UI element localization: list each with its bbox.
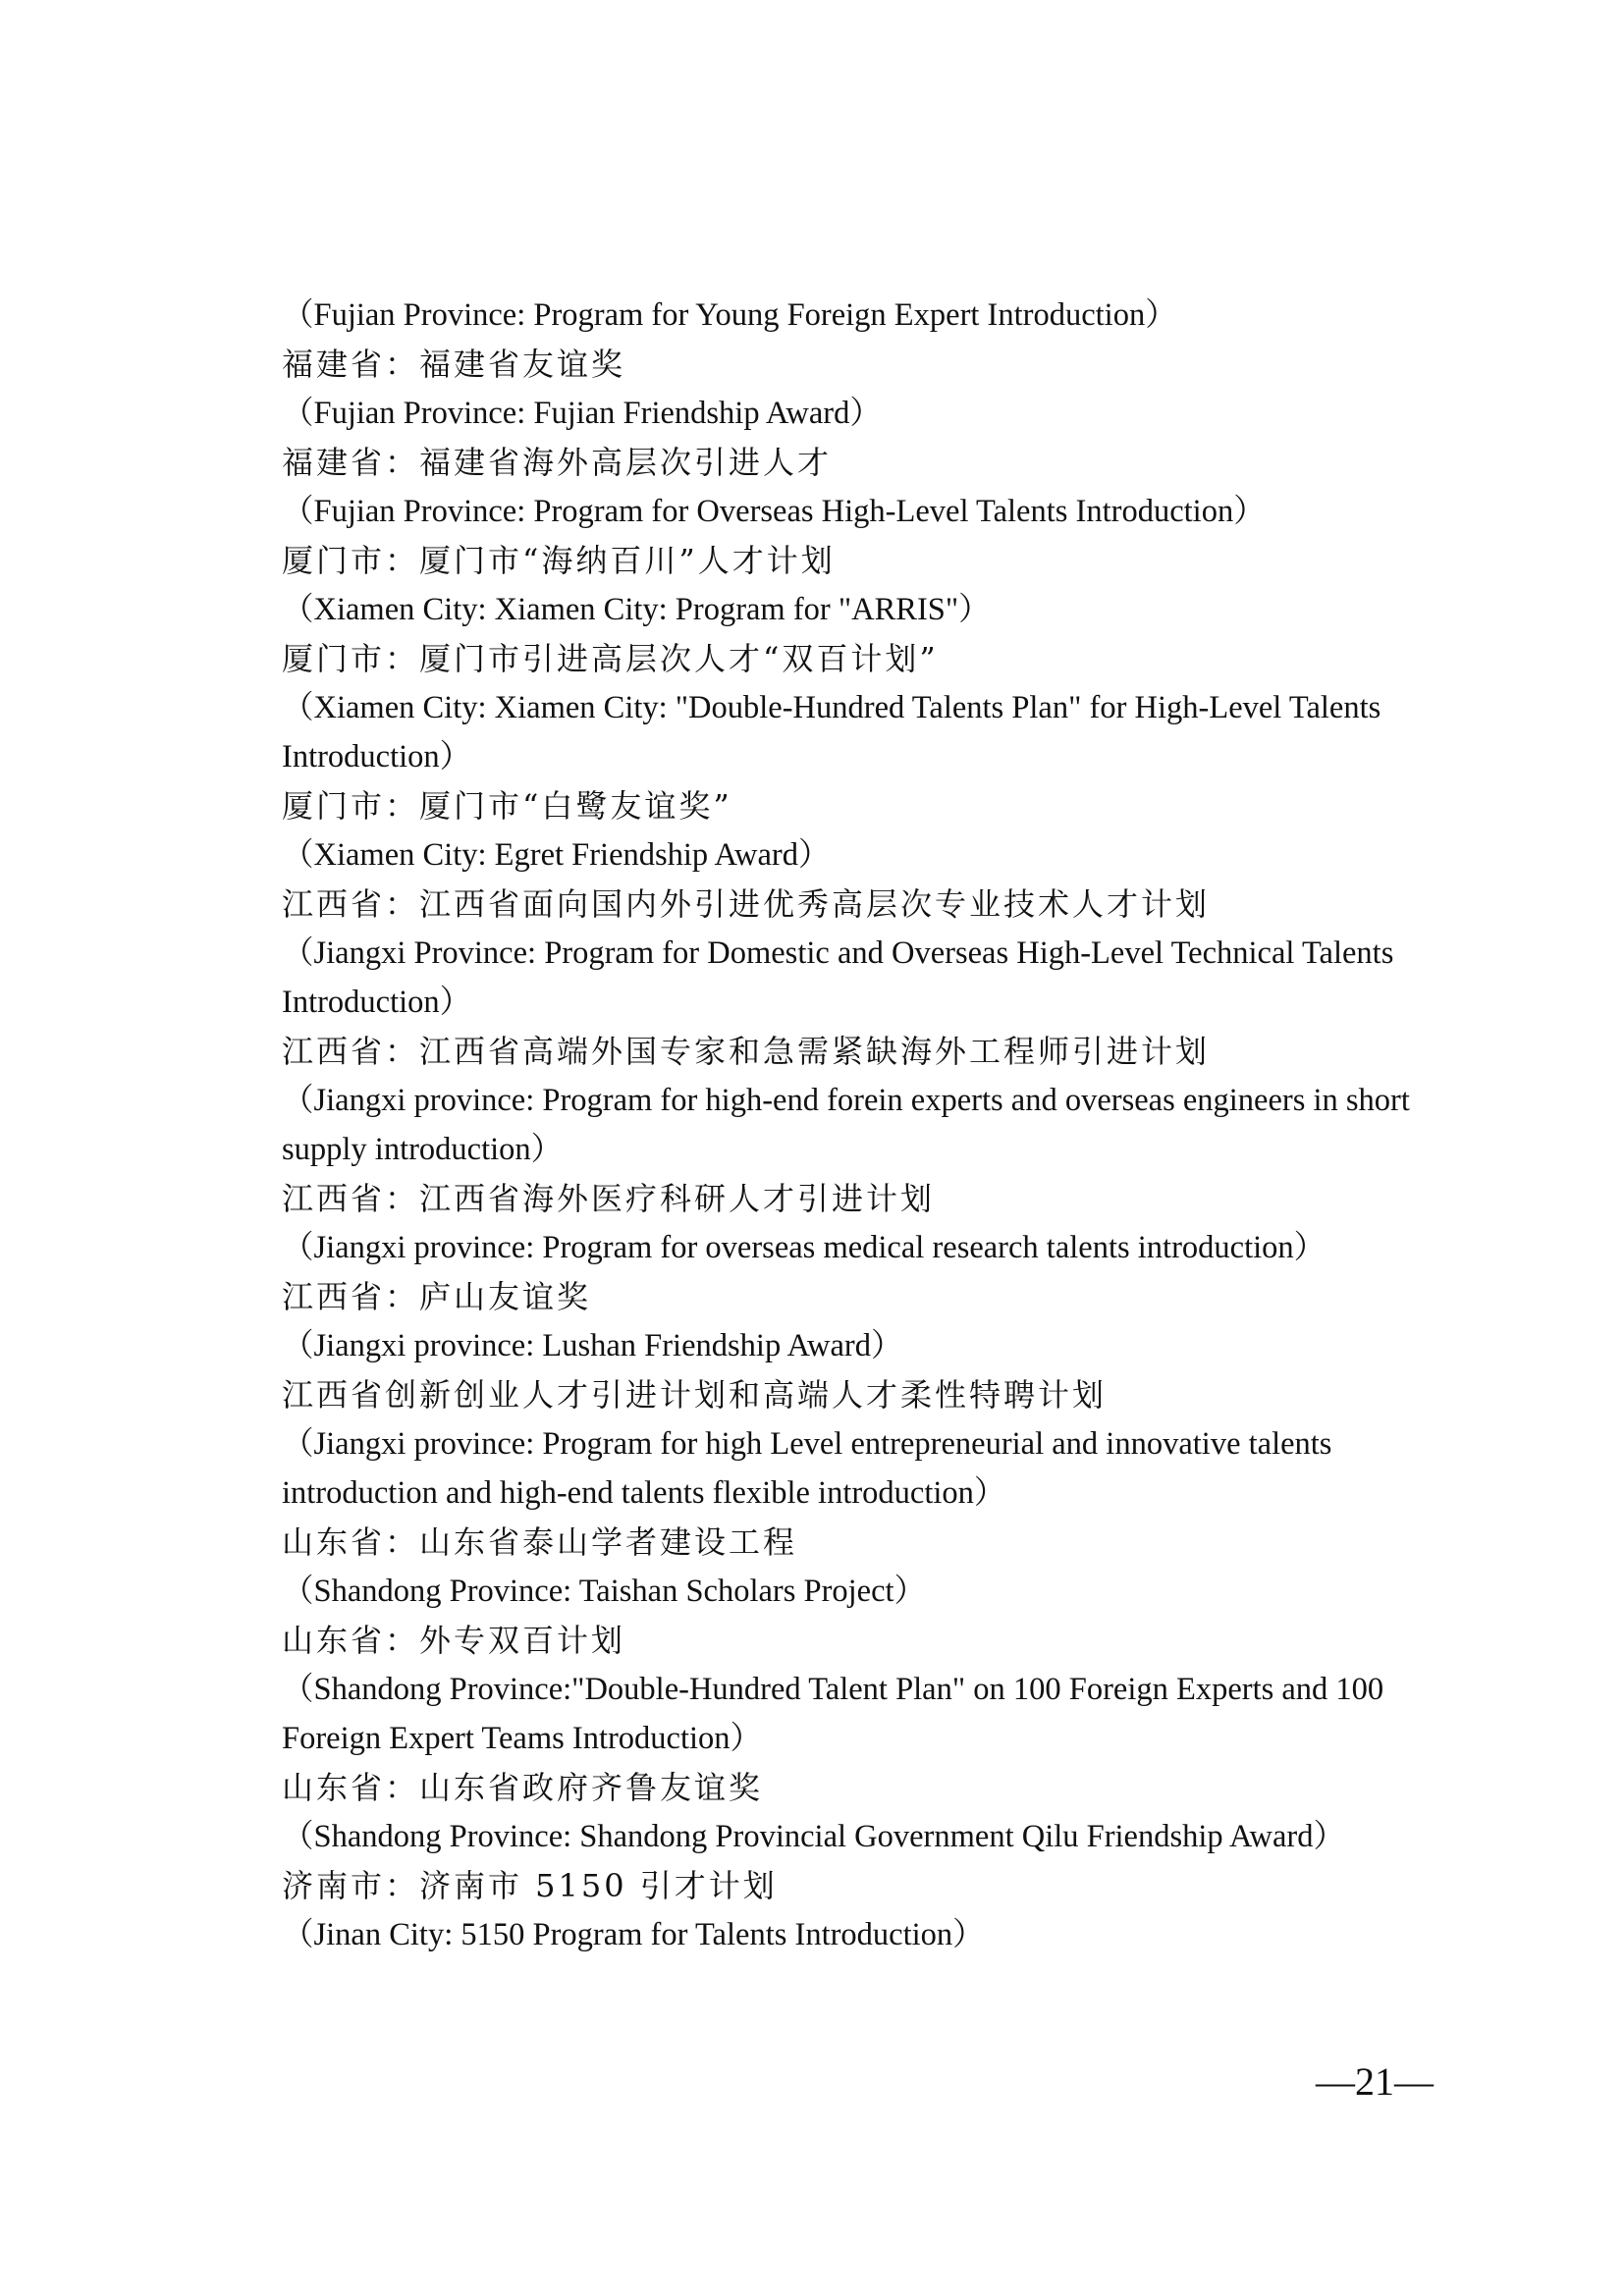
program-name-english: （Xiamen City: Egret Friendship Award） xyxy=(282,837,831,873)
program-name-english: （Fujian Province: Fujian Friendship Award） xyxy=(282,396,882,431)
program-name-chinese: 江西省：江西省海外医疗科研人才引进计划 xyxy=(282,1180,936,1217)
program-name-english: （Jiangxi province: Program for overseas medical research talents introduction） xyxy=(282,1230,1326,1265)
program-name-chinese: 厦门市：厦门市“白鹭友谊奖” xyxy=(282,787,732,825)
program-name-english: （Fujian Province: Program for Overseas High-Level Talents Introduction） xyxy=(282,494,1266,529)
program-name-english: （Jiangxi province: Program for high-end forein experts and overseas engineers in short xyxy=(282,1083,1410,1118)
program-name-english: Foreign Expert Teams Introduction） xyxy=(282,1721,763,1756)
page-number: —21— xyxy=(1316,2059,1434,2104)
program-name-english: （Fujian Province: Program for Young Foreign Expert Introduction） xyxy=(282,297,1177,333)
program-name-chinese: 福建省：福建省海外高层次引进人才 xyxy=(282,444,833,481)
program-name-english: （Xiamen City: Xiamen City: Program for "ARRIS"） xyxy=(282,592,991,627)
program-name-chinese: 江西省：江西省面向国内外引进优秀高层次专业技术人才计划 xyxy=(282,885,1211,923)
program-name-english: Introduction） xyxy=(282,985,472,1020)
program-name-chinese: 山东省：山东省泰山学者建设工程 xyxy=(282,1523,798,1561)
program-name-chinese: 厦门市：厦门市“海纳百川”人才计划 xyxy=(282,542,836,579)
program-name-english: （Shandong Province: Shandong Provincial Government Qilu Friendship Award） xyxy=(282,1819,1345,1854)
program-name-chinese: 江西省：庐山友谊奖 xyxy=(282,1278,592,1315)
program-name-english: supply introduction） xyxy=(282,1132,564,1167)
program-name-english: （Jiangxi province: Lushan Friendship Award） xyxy=(282,1328,903,1363)
program-name-english: （Jinan City: 5150 Program for Talents Introduction） xyxy=(282,1917,985,1952)
program-name-english: （Jiangxi province: Program for high Level entrepreneurial and innovative talents xyxy=(282,1426,1332,1462)
program-name-chinese: 山东省：山东省政府齐鲁友谊奖 xyxy=(282,1769,764,1806)
program-name-chinese: 济南市：济南市 5150 引才计划 xyxy=(282,1867,778,1904)
program-name-english: （Shandong Province:"Double-Hundred Talent Plan" on 100 Foreign Experts and 100 xyxy=(282,1672,1384,1707)
program-name-english: （Xiamen City: Xiamen City: "Double-Hundred Talents Plan" for High-Level Talents xyxy=(282,690,1381,725)
program-name-chinese: 山东省：外专双百计划 xyxy=(282,1622,626,1659)
program-name-english: introduction and high-end talents flexible introduction） xyxy=(282,1475,1006,1511)
program-name-chinese: 江西省：江西省高端外国专家和急需紧缺海外工程师引进计划 xyxy=(282,1033,1211,1070)
program-name-english: Introduction） xyxy=(282,739,472,774)
program-name-chinese: 江西省创新创业人才引进计划和高端人才柔性特聘计划 xyxy=(282,1376,1108,1414)
program-name-chinese: 厦门市：厦门市引进高层次人才“双百计划” xyxy=(282,640,939,677)
talent-program-list xyxy=(282,291,1450,1959)
program-name-english: （Shandong Province: Taishan Scholars Project） xyxy=(282,1574,927,1609)
program-name-english: （Jiangxi Province: Program for Domestic and Overseas High-Level Technical Talents xyxy=(282,935,1394,971)
program-name-chinese: 福建省：福建省友谊奖 xyxy=(282,346,626,383)
